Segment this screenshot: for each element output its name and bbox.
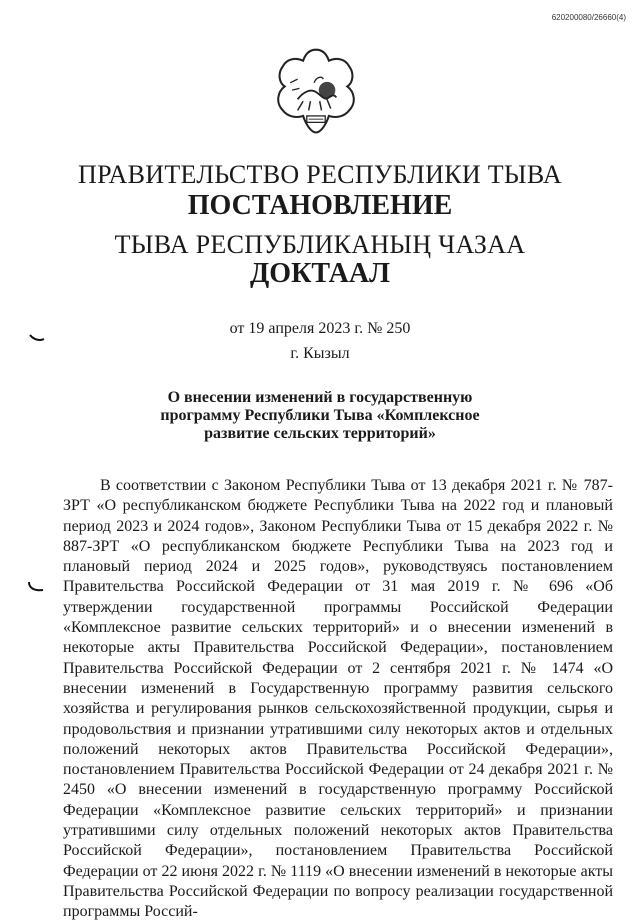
document-code: 620200080/26660(4) (551, 13, 626, 22)
coat-of-arms-icon (270, 46, 362, 138)
decree-type-russian: ПОСТАНОВЛЕНИЕ (187, 190, 453, 221)
decree-title-line: программу Республики Тыва «Комплексное (160, 407, 480, 424)
government-name-russian: ПРАВИТЕЛЬСТВО РЕСПУБЛИКИ ТЫВА (78, 160, 562, 189)
decree-title-line: развитие сельских территорий» (204, 425, 436, 442)
decree-title-line: О внесении изменений в государственную (167, 389, 473, 406)
scan-mark-icon (28, 333, 46, 343)
decree-title (0, 389, 640, 443)
decree-date-number: от 19 апреля 2023 г. № 250 (229, 320, 411, 337)
city-name: г. Кызыл (290, 345, 350, 362)
decree-body-paragraph: В соответствии с Законом Республики Тыва от 13 декабря 2021 г. № 787-ЗРТ «О республиканском бюджете Республики Тыва на 2022 год и плановый период 2023 и 2024 годов», Законом Республики Тыва от 15 декабря 2022 г. № 887-ЗРТ «О республиканском бюджете Республики Тыва на 2023 год и плановый период 2024 и 2025 годов», руководствуясь постановлением Правительства Российской Федерации от 31 мая 2019 г. № 696 «Об утверждении государственной программы Российской Федерации «Комплексное развитие сельских территорий» и о внесении изменений в некоторые акты Правительства Российской Федерации», постановлением Правительства Российской Федерации от 2 сентября 2021 г. № 1474 «О внесении изменений в Государственную программу развития сельского хозяйства и регулирования рынков сельскохозяйственной продукции, сырья и продовольствия и признании утратившими силу некоторых актов и отдельных положений некоторых актов Правительства Российской Федерации», постановлением Правительства Российской Федерации от 24 декабря 2021 г. № 2450 «О внесении изменений в государственную программу Российской Федерации «Комплексное развитие сельских территорий» и признании утратившими силу отдельных положений некоторых актов Правительства Российской Федерации», постановлением Правительства Российской Федерации от 22 июня 2022 г. № 1119 «О внесении изменений в некоторые акты Правительства Российской Федерации по вопросу реализации государственной программы Россий- (63, 477, 613, 921)
scan-mark-icon (26, 580, 46, 594)
decree-type-tuvan: ДОКТААЛ (250, 258, 390, 289)
government-name-tuvan: ТЫВА РЕСПУБЛИКАНЫҢ ЧАЗАА (114, 230, 526, 259)
